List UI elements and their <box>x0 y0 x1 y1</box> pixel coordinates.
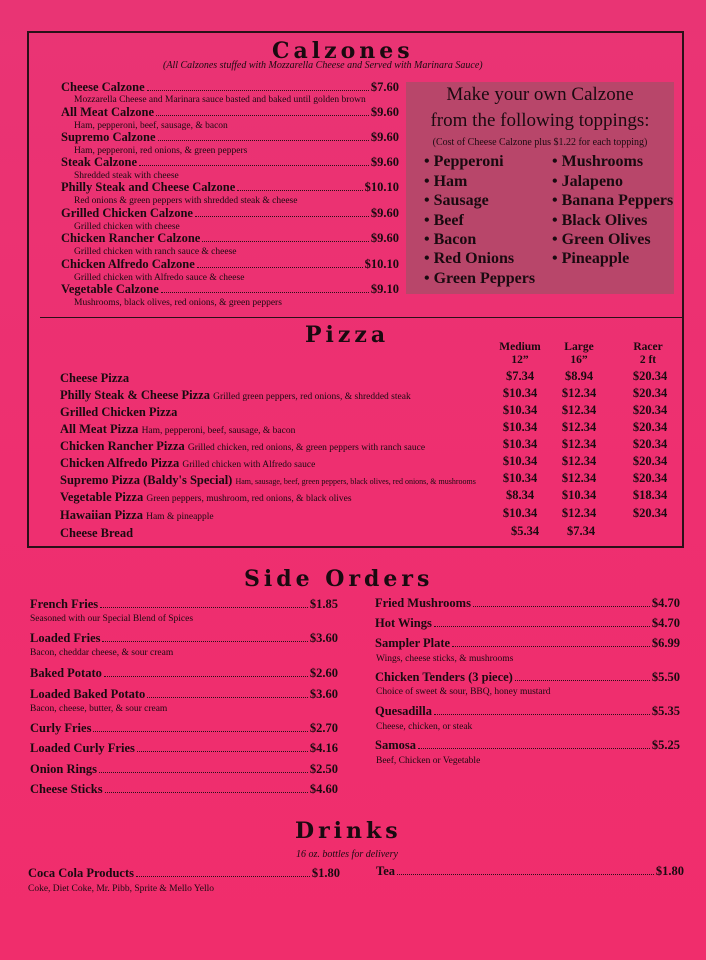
pizza-item <box>60 473 476 488</box>
side-orders-heading: Side Orders <box>244 566 434 592</box>
item-name: Chicken Rancher Calzone <box>61 231 201 245</box>
item-price: $9.60 <box>370 206 399 220</box>
item-price: $1.85 <box>309 597 338 611</box>
item-desc: Seasoned with our Special Blend of Spices <box>30 614 194 624</box>
item-desc: Bacon, cheese, butter, & sour cream <box>30 704 168 714</box>
item-name: Hawaiian Pizza <box>60 508 143 522</box>
item-price: $4.60 <box>309 782 338 796</box>
topping-item: • Mushrooms <box>552 153 644 170</box>
item-name: Vegetable Pizza <box>60 490 144 504</box>
price-large: $12.34 <box>561 454 597 468</box>
drinks-heading: Drinks <box>295 818 402 844</box>
side-item <box>375 616 680 631</box>
price-large: $12.34 <box>561 471 597 485</box>
item-name: Cheese Pizza <box>60 371 130 385</box>
price-large: $8.94 <box>564 369 594 383</box>
size-header-large <box>549 341 609 367</box>
item-desc: Green peppers, mushroom, red onions, & black olives <box>146 494 352 504</box>
section-divider <box>40 317 684 318</box>
build-title-line1: Make your own Calzone <box>446 84 634 105</box>
size-header-medium <box>490 341 550 367</box>
item-desc: Shredded steak with cheese <box>74 171 179 181</box>
item-name: Chicken Alfredo Calzone <box>61 257 195 271</box>
item-name: Hot Wings <box>375 616 432 630</box>
price-medium: $8.34 <box>505 488 535 502</box>
size-dim: 12” <box>511 354 529 366</box>
topping-item: • Jalapeno <box>552 173 623 190</box>
item-name: Cheese Calzone <box>61 80 145 94</box>
item-name: Chicken Alfredo Pizza <box>60 456 180 470</box>
item-name: Baked Potato <box>30 666 102 680</box>
item-price: $9.60 <box>370 155 399 169</box>
price-large: $12.34 <box>561 386 597 400</box>
size-dim: 16” <box>570 354 588 366</box>
price-medium: $10.34 <box>502 386 538 400</box>
item-name: Cheese Bread <box>60 526 134 540</box>
calzones-subtitle: (All Calzones stuffed with Mozzarella Cheese and Served with Marinara Sauce) <box>163 60 483 71</box>
price-large: $12.34 <box>561 506 597 520</box>
price-racer: $20.34 <box>632 454 668 468</box>
size-label: Medium <box>499 341 541 353</box>
item-name: Chicken Rancher Pizza <box>60 439 185 453</box>
item-name: Quesadilla <box>375 704 432 718</box>
price-medium: $10.34 <box>502 437 538 451</box>
item-price: $4.70 <box>651 596 680 610</box>
item-name: Loaded Fries <box>30 631 101 645</box>
side-item <box>30 631 338 646</box>
item-desc: Ham, pepperoni, beef, sausage, & bacon <box>74 121 228 131</box>
item-price: $1.80 <box>311 866 340 880</box>
pizza-item <box>60 371 129 386</box>
item-name: All Meat Calzone <box>61 105 155 119</box>
pizza-item <box>60 508 214 523</box>
size-label: Large <box>564 341 594 353</box>
price-racer: $20.34 <box>632 420 668 434</box>
item-desc: Mushrooms, black olives, red onions, & green peppers <box>74 298 282 308</box>
price-large: $12.34 <box>561 437 597 451</box>
item-name: Grilled Chicken Pizza <box>60 405 178 419</box>
item-price: $5.50 <box>651 670 680 684</box>
item-desc: Grilled chicken with Alfredo sauce & cheese <box>74 273 245 283</box>
item-name: Chicken Tenders (3 piece) <box>375 670 513 684</box>
item-desc: Grilled chicken, red onions, & green peppers with ranch sauce <box>187 443 426 453</box>
calzone-item <box>61 231 399 246</box>
calzone-item <box>61 180 399 195</box>
build-title-line2: from the following toppings: <box>430 110 650 131</box>
item-price: $3.60 <box>309 687 338 701</box>
price-medium: $10.34 <box>502 506 538 520</box>
item-name: Tea <box>376 864 395 878</box>
item-desc: Grilled green peppers, red onions, & shredded steak <box>213 392 411 402</box>
drinks-subtitle: 16 oz. bottles for delivery <box>296 849 398 860</box>
item-price: $3.60 <box>309 631 338 645</box>
price-medium: $5.34 <box>510 524 540 538</box>
side-item <box>30 741 338 756</box>
item-desc: Wings, cheese sticks, & mushrooms <box>376 654 514 664</box>
item-name: Philly Steak & Cheese Pizza <box>60 388 210 402</box>
item-price: $4.70 <box>651 616 680 630</box>
build-note: (Cost of Cheese Calzone plus $1.22 for each topping) <box>432 137 648 148</box>
price-medium: $10.34 <box>502 420 538 434</box>
item-price: $7.60 <box>370 80 399 94</box>
item-name: Supremo Calzone <box>61 130 156 144</box>
item-name: Loaded Curly Fries <box>30 741 135 755</box>
item-desc: Cheese, chicken, or steak <box>376 722 473 732</box>
topping-item: • Green Olives <box>552 231 651 248</box>
calzone-item <box>61 206 399 221</box>
price-medium: $10.34 <box>502 403 538 417</box>
pizza-item <box>60 456 315 471</box>
size-dim: 2 ft <box>639 354 657 366</box>
size-header-racer <box>618 341 678 367</box>
side-item <box>375 704 680 719</box>
item-name: Curly Fries <box>30 721 92 735</box>
item-desc: Grilled chicken with Alfredo sauce <box>182 460 316 470</box>
calzone-item <box>61 80 399 95</box>
side-item <box>30 782 338 797</box>
item-price: $1.80 <box>655 864 684 878</box>
topping-item: • Ham <box>424 173 468 190</box>
pizza-item <box>60 490 352 505</box>
pizza-item <box>60 405 177 420</box>
price-large: $10.34 <box>561 488 597 502</box>
calzones-heading: Calzones <box>272 38 414 64</box>
item-name: Supremo Pizza (Baldy's Special) <box>60 473 233 487</box>
pizza-item <box>60 422 295 437</box>
price-large: $7.34 <box>566 524 596 538</box>
item-desc: Red onions & green peppers with shredded steak & cheese <box>74 196 298 206</box>
price-medium: $10.34 <box>502 454 538 468</box>
side-item <box>30 762 338 777</box>
item-price: $10.10 <box>364 257 399 271</box>
item-price: $9.10 <box>370 282 399 296</box>
drink-item <box>376 864 684 879</box>
item-desc: Grilled chicken with cheese <box>74 222 180 232</box>
item-desc: Ham, pepperoni, red onions, & green peppers <box>74 146 248 156</box>
item-desc: Ham, pepperoni, beef, sausage, & bacon <box>141 426 296 436</box>
topping-item: • Black Olives <box>552 212 648 229</box>
item-price: $6.99 <box>651 636 680 650</box>
side-item <box>30 721 338 736</box>
item-desc: Grilled chicken with ranch sauce & cheese <box>74 247 237 257</box>
price-racer: $20.34 <box>632 403 668 417</box>
item-name: Grilled Chicken Calzone <box>61 206 193 220</box>
topping-item: • Pepperoni <box>424 153 504 170</box>
pizza-item <box>60 526 133 541</box>
price-racer: $20.34 <box>632 369 668 383</box>
item-price: $9.60 <box>370 231 399 245</box>
item-price: $9.60 <box>370 130 399 144</box>
item-price: $5.25 <box>651 738 680 752</box>
price-racer: $18.34 <box>632 488 668 502</box>
item-name: Steak Calzone <box>61 155 138 169</box>
item-desc: Ham, sausage, beef, green peppers, black olives, red onions, & mushrooms <box>235 477 476 486</box>
topping-item: • Beef <box>424 212 464 229</box>
item-desc: Ham & pineapple <box>146 512 214 522</box>
topping-item: • Banana Peppers <box>552 192 674 209</box>
price-medium: $7.34 <box>505 369 535 383</box>
side-item <box>30 666 338 681</box>
topping-item: • Bacon <box>424 231 477 248</box>
pizza-item <box>60 439 425 454</box>
item-price: $5.35 <box>651 704 680 718</box>
item-price: $4.16 <box>309 741 338 755</box>
item-name: French Fries <box>30 597 99 611</box>
item-name: Vegetable Calzone <box>61 282 159 296</box>
item-price: $9.60 <box>370 105 399 119</box>
item-price: $2.70 <box>309 721 338 735</box>
item-name: Loaded Baked Potato <box>30 687 146 701</box>
pizza-heading: Pizza <box>305 322 390 348</box>
item-name: All Meat Pizza <box>60 422 139 436</box>
price-racer: $20.34 <box>632 506 668 520</box>
topping-item: • Red Onions <box>424 250 515 267</box>
topping-item: • Green Peppers <box>424 270 536 287</box>
item-name: Fried Mushrooms <box>375 596 471 610</box>
price-racer: $20.34 <box>632 386 668 400</box>
item-price: $10.10 <box>364 180 399 194</box>
side-item <box>375 636 680 651</box>
item-name: Cheese Sticks <box>30 782 103 796</box>
item-price: $2.60 <box>309 666 338 680</box>
calzone-item <box>61 130 399 145</box>
item-name: Philly Steak and Cheese Calzone <box>61 180 236 194</box>
item-desc: Coke, Diet Coke, Mr. Pibb, Sprite & Mello Yello <box>28 884 215 894</box>
item-name: Onion Rings <box>30 762 98 776</box>
calzone-item <box>61 257 399 272</box>
price-medium: $10.34 <box>502 471 538 485</box>
price-large: $12.34 <box>561 420 597 434</box>
item-name: Samosa <box>375 738 416 752</box>
topping-item: • Sausage <box>424 192 489 209</box>
item-desc: Beef, Chicken or Vegetable <box>376 756 481 766</box>
item-desc: Mozzarella Cheese and Marinara sauce basted and baked until golden brown <box>74 95 366 105</box>
side-item <box>375 596 680 611</box>
calzone-item <box>61 155 399 170</box>
side-item <box>30 687 338 702</box>
side-item <box>375 738 680 753</box>
size-label: Racer <box>633 341 663 353</box>
item-desc: Bacon, cheddar cheese, & sour cream <box>30 648 174 658</box>
drink-item <box>28 866 340 881</box>
item-desc: Choice of sweet & sour, BBQ, honey mustard <box>376 687 551 697</box>
price-racer: $20.34 <box>632 437 668 451</box>
item-price: $2.50 <box>309 762 338 776</box>
side-item <box>375 670 680 685</box>
pizza-item <box>60 388 411 403</box>
price-racer: $20.34 <box>632 471 668 485</box>
build-your-own-box <box>406 82 674 294</box>
calzone-item <box>61 105 399 120</box>
side-item <box>30 597 338 612</box>
calzone-item <box>61 282 399 297</box>
item-name: Coca Cola Products <box>28 866 135 880</box>
price-large: $12.34 <box>561 403 597 417</box>
item-name: Sampler Plate <box>375 636 451 650</box>
topping-item: • Pineapple <box>552 250 630 267</box>
